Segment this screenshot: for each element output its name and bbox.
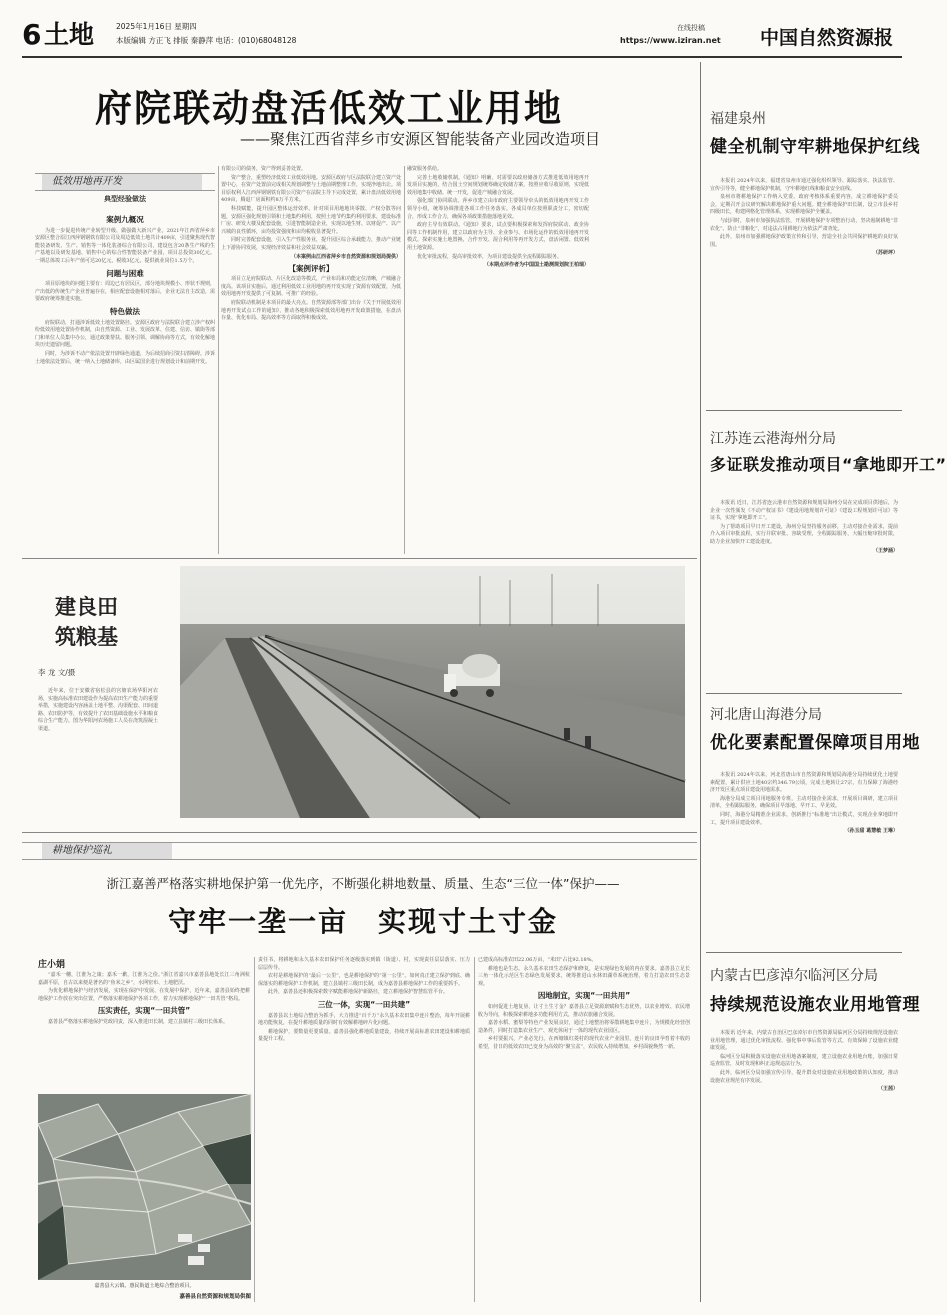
lead-paragraph: 完善土地收储机制。《通知》明确，对需要以政府储备方式推进低效用地再开发项目实施的，结合国土空间规划统筹确定收储方案，按照应收尽收原则，实现低效用地集中收储、统一开发，促进产城融合发展。 [407, 174, 589, 196]
photo-story-author: 李 龙 文/摄 [38, 668, 76, 677]
lead-paragraph: 科技赋能，提升园区整体运营效率。针对项目用地地块零散、产权分散等问题，安源区强化规划引领和土地集约利用，按照土地节约集约利用要求，建设标准厂房、研发大楼及配套设施，引进智能制造企业，实现以地生财、以财促产、以产兴城的良性循环，亩均投资强度和亩均税收显著提升。 [221, 205, 402, 235]
paper-name: 中国自然资源报 [760, 27, 894, 49]
sidebar-paragraph: 本报讯 近年来，内蒙古自治区巴彦淖尔市自然资源局临河区分局持续规范设施农业用地管理，通过优化审批流程、强化事中事后监管等方式，有效保障了设施农业健康发展。 [710, 1030, 898, 1052]
aerial-photo [38, 1094, 251, 1280]
feature-col3 [478, 957, 690, 1302]
lead-paragraph: 资产整合，重塑经济低效工业低效用地。安源区政府与区法院联合建立资产处置中心，在资产处置前完成相关规划调整与土地前期整理工作，实现净地出让。项目原权利人江西萍钢钢铁有限公司资产在法院主导下完成处置，累计盘活低效用地409亩，腾退厂房面积约8万平方米。 [221, 174, 402, 204]
heading-case: 案例九概况 [106, 215, 144, 224]
page-number: 6 [22, 18, 42, 51]
lead-paragraph: 强化部门协同联动。萍乡市建立由市政府主要领导牵头的低效用地再开发工作领导小组，统筹协调推进各项工作任务落实。各成员单位按照职责分工，密切配合，形成工作合力，确保各项政策措施落地见效。 [407, 198, 589, 220]
staff-line: 本版编辑 方正飞 排版 秦静萍 电话：(010)68048128 [116, 36, 297, 45]
heading-problem: 问题与困难 [106, 268, 144, 278]
sidebar-paragraph: 此外，泉州市加强耕地保护政策宣传和引导，营造全社会共同保护耕地的良好氛围。 [710, 234, 898, 248]
sidebar-paragraph: 泉州市将耕地保护工作纳入党委、政府考核体系重要内容，成立耕地保护委员会，定期召开会议研究解决耕地保护重大问题。健全耕地保护田长制，设立市县乡村四级田长，构建网格化管理体系，实现耕地保护全覆盖。 [710, 194, 898, 216]
sidebar-region-4: 内蒙古巴彦淖尔临河区分局 [710, 968, 878, 984]
photo-story-title-line1: 建良田 [55, 595, 118, 619]
photo-story-rule [22, 558, 697, 559]
feature-title: 守牢一垄一亩 实现寸土寸金 [167, 905, 558, 938]
lead-paragraph: 融资服务供给。 [407, 166, 443, 172]
column-divider [218, 166, 219, 554]
sidebar-title-4: 持续规范设施农业用地管理 [710, 995, 920, 1015]
sidebar-title-2: 多证联发推动项目“拿地即开工” [710, 455, 947, 474]
problem-paragraph: 项目原地块的问题主要有：周边已有居民区，部分地块规模小、形状不规则，产出低的传统生产企业普遍存在，相应配套设施相对落后，企业无法自主改造，需要政府统筹推进实施。 [35, 281, 216, 303]
feature-col1 [38, 972, 250, 1090]
photo-story-paragraph: 近年来，位于安徽省宿松县的宫塘农场华阳河农场，实施高标准农田建设作为提高农田生产能力的重要举措，实施建设内容涵盖土地平整、沟渠配套、田间道路、农田防护等，有效提升了农田基础设施水平和粮食综合生产能力。图为华阳河农场施工人员在浇筑混凝土渠道。 [38, 688, 159, 732]
sidebar-body-3 [710, 772, 898, 944]
construction-photo-art [180, 566, 685, 818]
heading-review: 【案例评析】 [288, 263, 334, 273]
aerial-photo-art [38, 1094, 251, 1280]
feature-rule [22, 832, 697, 833]
column-divider [254, 957, 255, 1302]
lead-title: 府院联动盘活低效工业用地 [95, 87, 563, 130]
feature-paragraph: 耕地也是生态。永久基本农田生态保护和修复，是实现绿色发展的内在要求。嘉善县立足长三角一体化示范区生态绿色发展要求，统筹推进山水林田湖草系统治理，着力打造农田生态景观。 [478, 965, 690, 987]
sidebar-region-2: 江苏连云港海州分局 [710, 431, 836, 447]
sidebar-paragraph: 本报讯 近日，江苏省连云港市自然资源和规划局海州分局在完成项目供地后，为企业一次性颁发《不动产权证书》《建设用地规划许可证》《建设工程规划许可证》等证书，实现“拿地即开工”。 [710, 500, 898, 522]
photo-story-title-line2: 筑粮基 [55, 625, 118, 649]
feature-paragraph: 同时，为涉诉不动产依法处置开辟绿色通道，为后续招商引资扫清障碍。涉诉土地依法处置后，统一纳入土地储备库，由区属国企进行规划设计和前期开发。 [35, 350, 216, 365]
feature-heading-3: 因地制宜，实现“一田共用” [537, 991, 631, 1001]
lead-tag-sub: 典型经验做法 [104, 195, 146, 203]
feature-paragraph: “嘉禾一穗，江淮为之康；嘉禾一歉，江淮为之俭。”浙江省嘉兴市嘉善县地处长江三角洲杭嘉湖平原，自古以来便是著名的“鱼米之乡”，水网密布、土地肥沃。 [38, 972, 250, 986]
feature-paragraph: 嘉善县以土地综合整治为抓手，大力推进“百千万”永久基本农田集中连片整治，每年开展耕地功能恢复，在提升耕地质量的同时有效解耕地碎片化问题。 [258, 1012, 470, 1027]
aerial-photo-credit: 嘉善县自然资源和规划局供图 [179, 1294, 251, 1300]
sidebar-title-3: 优化要素配置保障项目用地 [710, 733, 920, 753]
online-label: 在线投稿 [677, 24, 705, 32]
issue-date: 2025年1月16日 星期四 [116, 22, 197, 31]
construction-photo [180, 566, 685, 818]
sidebar-body-4 [710, 1030, 898, 1302]
feature-heading-2: 三位一体，实现“一田共建” [317, 999, 411, 1009]
feature-paragraph: 乡村要振兴，产业必先行。在西塘镇红菱村的现代农业产业园里，连片的良田孕育着丰收的希望，昔日的低效农田已变身为高效的“聚宝盆”，农民收入持续增加，乡村面貌焕然一新。 [478, 1036, 690, 1050]
feature-heading-1: 压实责任，实现“一田共管” [97, 1006, 191, 1016]
feature-paragraph: 责任书，将耕地和永久基本农田保护任务逐级落实到镇（街道）、村，实现责任层层落实、压力层层传导。 [258, 957, 470, 971]
sidebar-paragraph: 临河区分局积极落实设施农业用地备案制度，建立设施农业用地台账，加强日常巡查监管，及时发现和纠正违规违法行为。 [710, 1053, 898, 1068]
lead-paragraph: 政府主导有效联动。《通知》要求，试点要积极探索和发挥府院联动、政企协同等工作机制作用，建立以政府为主导、企业参与、市场化运作的低效用地再开发模式，探索实施土地置换、合作开发、混合利用等再开发方式，盘活闲置、低效利用土地资源。 [407, 222, 589, 251]
lead-tag: 低效用地再开发 [42, 174, 202, 190]
feature-paragraph: 已建成高标准农田22.06万亩，“米田”占比92.18%。 [478, 957, 597, 963]
lead-paragraph: 有限公司的债务，资产得到妥善处置。 [221, 166, 307, 172]
sidebar-rule [706, 952, 902, 953]
sidebar-paragraph: 本报讯 2024年以来，河北省唐山市自然资源和规划局海港分局持续优化土地要素配置，累计供应土地40宗约346.79公顷，完成土地转让27宗，有力保障了海港经济开发区重点项目建设用地需求。 [710, 772, 898, 794]
sidebar-credit-2: （王梦涵） [872, 547, 898, 554]
lead-subtitle: ——聚焦江西省萍乡市安源区智能装备产业园改造项目 [240, 130, 601, 148]
review-credit: （本期点评作者为中国国土勘测规划院王柏瑞） [483, 262, 589, 269]
sidebar-credit-1: （苏研坪） [872, 250, 898, 257]
review-paragraph: 府院联动机制是本项目的最大亮点。自然资源部等部门出台《关于开展低效用地再开发试点工作的通知》，推动各地积极探索低效用地再开发政策措施，在盘活存量、优化布局、提高效率等方面取得积极成效。 [221, 299, 402, 322]
photo-story-body [38, 688, 158, 808]
sidebar-rule [706, 410, 902, 411]
masthead-rule [22, 56, 902, 58]
sidebar-paragraph: 此外，临河区分局加强宣传引导，提升群众对设施农业用地政策的认知度，推动设施农业规范有序发展。 [710, 1069, 898, 1084]
sidebar-body-2 [710, 500, 898, 685]
review-paragraph: 项目立足府院联动、片区化改造等模式，产业布局和功能定位清晰，产城融合度高。该项目实施后，通过利用低效工业用地的再开发实现了资源有效配置，为低效用地再开发提供了可复制、可推广的经验。 [221, 276, 402, 298]
section-name: 土地 [44, 20, 95, 49]
feature-col2 [258, 957, 470, 1302]
feature-paragraph: 此外，嘉善县还积极探索数字赋能耕地保护新路径，建立耕地保护智慧监管平台。 [268, 989, 449, 996]
heading-feature: 特色做法 [110, 306, 140, 316]
feature-paragraph: 嘉善县严格落实耕地保护党政同责，深入推进田长制，建立县镇村三级田长体系。 [48, 1018, 229, 1025]
sidebar-paragraph: 与此同时，泉州市加强执法监管，开展耕地保护专项整治行动，坚决遏制耕地“非农化”、防止“非粮化”，对违法占用耕地行为依法严肃查处。 [710, 217, 898, 232]
feature-tag: 耕地保护巡礼 [42, 843, 172, 859]
column-divider [404, 166, 405, 554]
lead-paragraph: 同时完善配套设施，引入生产性服务业，提升园区综合承载能力，推动产业链上下游协同发展，实现经济效益和社会效益双赢。 [221, 237, 402, 251]
sidebar-credit-4: （王茜） [877, 1086, 898, 1093]
sidebar-body-1 [710, 178, 898, 398]
sidebar-title-1: 健全机制守牢耕地保护红线 [710, 137, 920, 157]
sidebar-paragraph: 本报讯 2024年以来，福建省泉州市通过强化组织领导、跟踪落实、执法监管、宣传引导等，健全耕地保护机制，守牢耕地红线和粮食安全底线。 [710, 178, 898, 192]
sidebar-rule [706, 693, 902, 694]
sidebar-paragraph: 同时，海港分局精准企业需求，创新推行“标准地”出让模式，实现企业拿地即开工，提升项目建设效率。 [710, 811, 898, 826]
feature-paragraph: 嘉善水稻、蜜梨等特色产业发展良好，通过土地整治将零散耕地集中连片，为规模化经营创造条件，同时打造集农业生产、观光休闲于一体的现代农业园区。 [478, 1020, 690, 1034]
aerial-photo-caption: 嘉善县大云镇、惠民街道土地综合整治项目。 [94, 1283, 195, 1289]
sidebar-region-3: 河北唐山海港分局 [710, 707, 822, 723]
case-paragraph: 为进一步促进传统产业转型升级、做强做大新兴产业，2021年江西省萍乡市安源区整合原江西萍钢钢铁有限公司及周边低效土地共计409亩，引进聚焦现代智能装备研发、生产、销售等一体化装备综合有限公司，建设包含20条生产线的生产基地以及研发基地、销售中心的综合性智能装备产业园，项目总投资30亿元。一期总体竣工后年产值可达20亿元，税收3亿元，提供就业岗位1.5万个。 [35, 227, 215, 264]
feature-paragraph: 为优化耕地保护与经济发展，实现在保护中发展、在发展中保护，近年来，嘉善县始终把耕地保护工作放在突出位置，严格落实耕地保护各项工作，着力实现耕地保护“一田共管”格局。 [38, 988, 250, 1002]
sidebar-paragraph: 海港分局成立项目用地服务专班，主动对接企业需求，开展项目调研，建立项目清单，全程跟踪服务，确保项目早落地、早开工、早见效。 [710, 795, 898, 810]
photo-story-title [55, 592, 118, 652]
case-credit: （本案例由江西省萍乡市自然资源和规划局提供） [290, 253, 401, 260]
lead-paragraph: 优化审批流程，提高审批效率，为项目建设提供全流程跟踪服务。 [417, 253, 563, 260]
masthead [22, 18, 902, 56]
column-divider [474, 957, 475, 1302]
lead-col3 [407, 166, 589, 554]
main-sidebar-divider [700, 62, 701, 1302]
feature-paragraph: 府院联动，打通涉诉低效土地处置路径。安源区政府与法院联合建立涉产权纠纷低效用地处置协作机制，由自然资源、工业、发展改革、住建、信访、镇街等部门和单位人员集中办公，通过政策帮扶、服务引领、调解协商等方式，有效化解地块历史遗留问题。 [35, 319, 216, 349]
feature-kicker: 浙江嘉善严格落实耕地保护第一优先序，不断强化耕地数量、质量、生态“三位一体”保护—— [106, 876, 620, 891]
feature-paragraph: 如何促进土地复垦，让寸土生寸金？嘉善县立足资源禀赋和生态优势，以农业增效、农民增收为导向，积极探索耕地多功能利用方式，推动农旅融合发展。 [478, 1003, 690, 1018]
feature-paragraph: 农村是耕地保护的“最后一公里”，也是耕地保护的“第一公里”。如何真正建立保护到底、确保落实的耕地保护工作机制，建立县镇村三级田长制，成为嘉善县耕地保护工作的重要抓手。 [258, 973, 470, 987]
sidebar-credit-3: （孙玉甜 葛慧敏 王琳） [844, 828, 898, 835]
sidebar-region-1: 福建泉州 [710, 111, 766, 127]
feature-author: 庄小娟 [38, 960, 66, 970]
feature-paragraph: 耕地保护，要数量更要质量。嘉善县强化耕地质量建设，持续开展高标准农田建设和耕地质量提升工程。 [258, 1028, 470, 1043]
sidebar-paragraph: 为了帮助项目早日开工建设，海州分局坚持服务前移，主动对接企业需求，提前介入项目审批流程，实行并联审批、容缺受理，全程跟踪服务，大幅压缩审批时限，助力企业加快开工建设进度。 [710, 523, 898, 545]
lead-col1 [35, 212, 215, 554]
site-url[interactable]: https://www.iziran.net [620, 36, 721, 45]
lead-col2 [221, 166, 401, 554]
